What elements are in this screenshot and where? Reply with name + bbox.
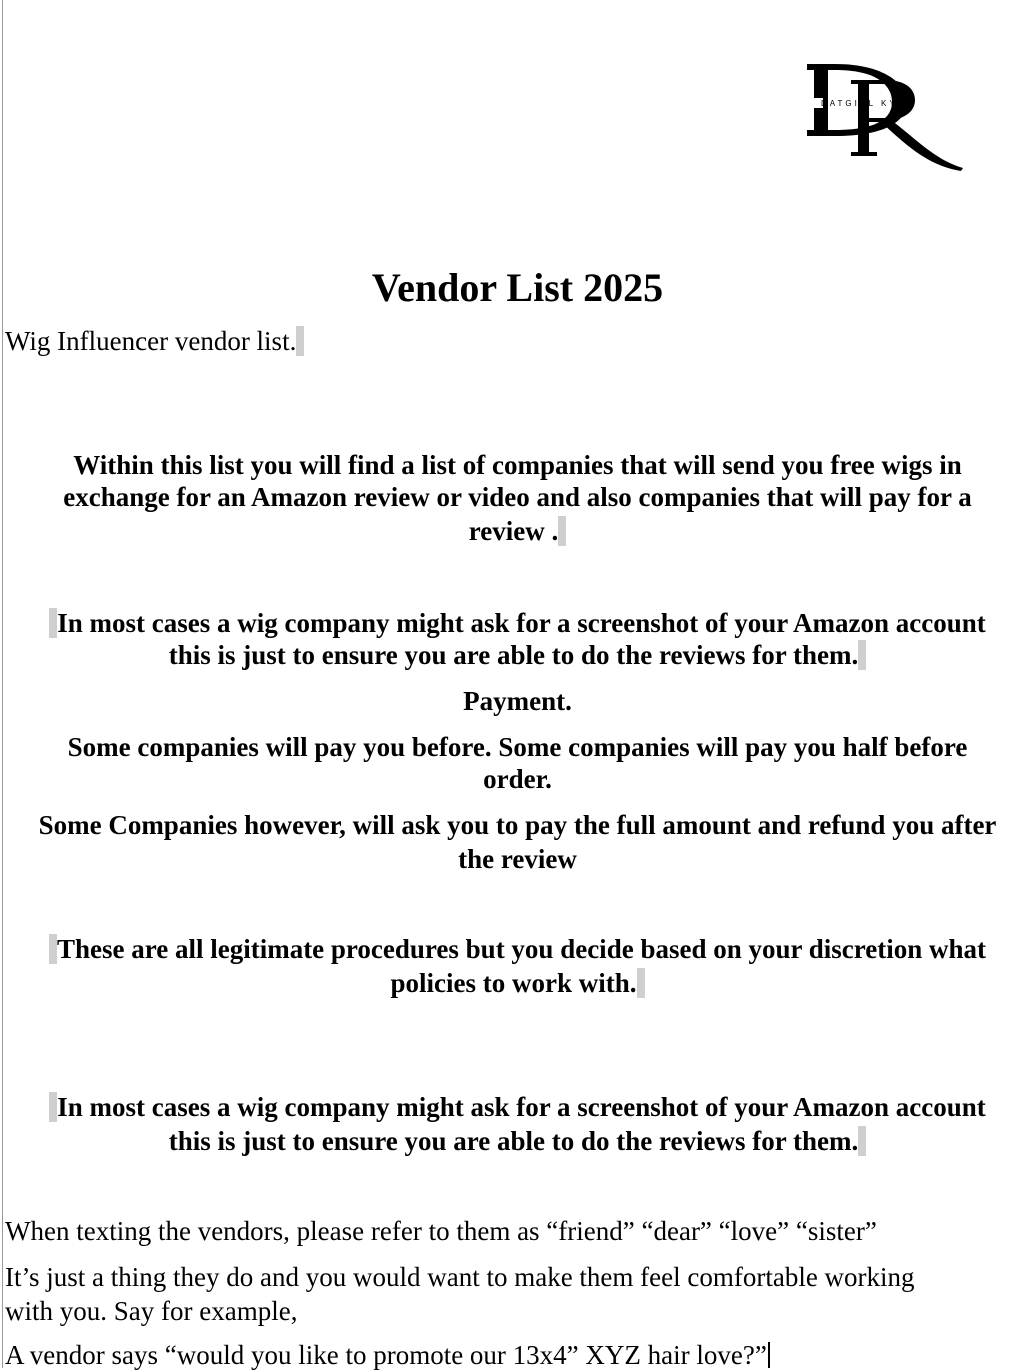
subtitle-line[interactable] — [5, 325, 1030, 358]
subtitle-text: Wig Influencer vendor list. — [5, 326, 297, 356]
text-cursor — [768, 1342, 770, 1368]
payment-line-4[interactable]: the review — [458, 844, 577, 874]
paragraph-mark — [49, 934, 57, 964]
note-b-line-2-text: this is just to ensure you are able to do the reviews for them. — [168, 1126, 859, 1156]
paragraph-mark — [296, 326, 304, 356]
texting-line-1[interactable]: When texting the vendors, please refer to them as “friend” “dear” “love” “sister” — [5, 1216, 877, 1246]
note-b-line-1[interactable] — [5, 1091, 1030, 1124]
texting-line-4[interactable] — [5, 1339, 1030, 1372]
legit-line-2[interactable] — [5, 967, 1030, 1000]
legit-line-1-text: These are all legitimate procedures but you decide based on your discretion what — [56, 934, 986, 964]
payment-line-1[interactable]: Some companies will pay you before. Some companies will pay you half before — [67, 732, 968, 762]
intro-line-3[interactable] — [5, 515, 1030, 548]
texting-line-2[interactable]: It’s just a thing they do and you would want to make them feel comfortable working — [5, 1262, 915, 1292]
page-title: Vendor List 2025 — [371, 265, 664, 310]
texting-line-3[interactable]: with you. Say for example, — [5, 1296, 298, 1326]
payment-line-3[interactable]: Some Companies however, will ask you to pay the full amount and refund you after — [38, 810, 997, 840]
intro-line-1[interactable]: Within this list you will find a list of companies that will send you free wigs in — [73, 450, 962, 480]
legit-line-1[interactable] — [5, 933, 1030, 966]
texting-line-4-text: A vendor says “would you like to promote our 13x4” XYZ hair love?” — [5, 1340, 767, 1370]
paragraph-mark — [858, 640, 866, 670]
paragraph-mark — [637, 968, 645, 998]
note-b-line-2[interactable] — [5, 1125, 1030, 1158]
intro-line-2[interactable]: exchange for an Amazon review or video and also companies that will pay for a — [63, 482, 972, 512]
paragraph-mark — [858, 1126, 866, 1156]
payment-line-2[interactable]: order. — [483, 764, 552, 794]
note-a-line-1[interactable] — [5, 607, 1030, 640]
legit-line-2-text: policies to work with. — [390, 968, 637, 998]
intro-line-3-text: review . — [468, 516, 559, 546]
logo-text: DATGIRL KYM — [821, 99, 908, 108]
paragraph-mark — [558, 516, 566, 546]
payment-heading[interactable]: Payment. — [463, 686, 572, 716]
brand-logo — [795, 58, 965, 173]
note-a-line-2[interactable] — [5, 639, 1030, 672]
note-a-line-1-text: In most cases a wig company might ask for a screenshot of your Amazon account — [57, 608, 986, 638]
note-a-line-2-text: this is just to ensure you are able to do the reviews for them. — [168, 640, 859, 670]
note-b-line-1-text: In most cases a wig company might ask for a screenshot of your Amazon account — [57, 1092, 986, 1122]
page-left-border — [2, 0, 3, 1368]
